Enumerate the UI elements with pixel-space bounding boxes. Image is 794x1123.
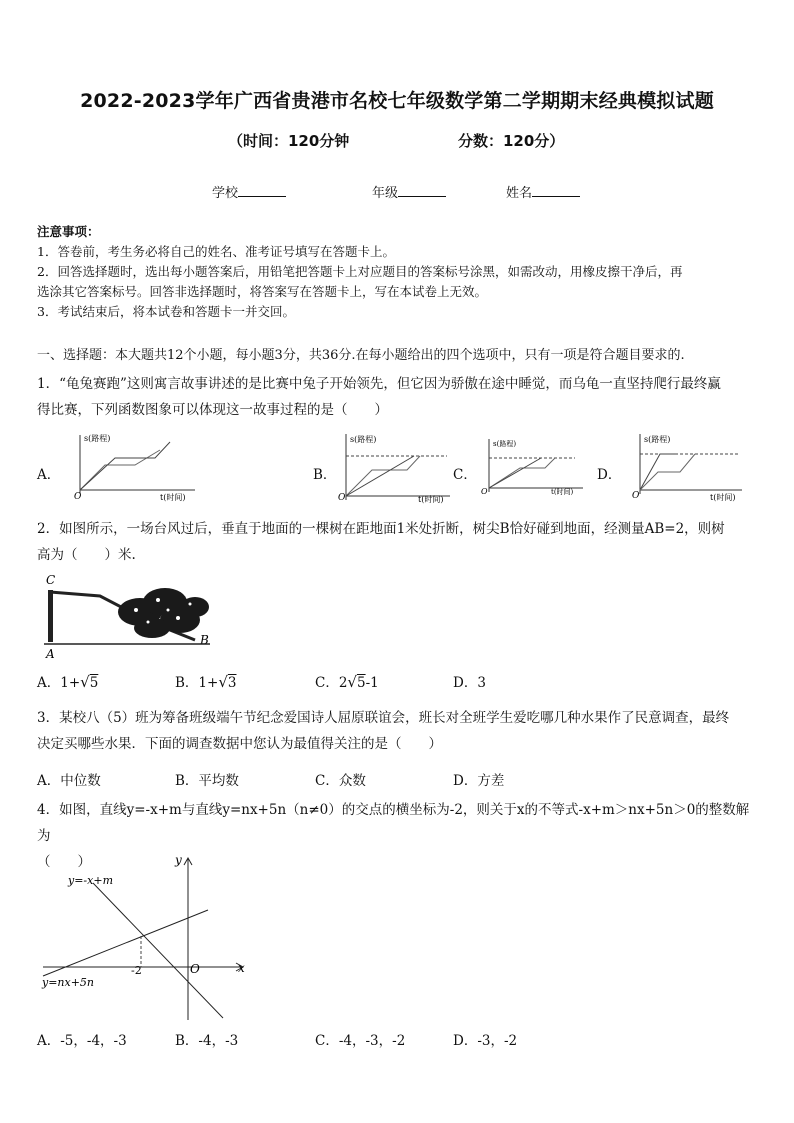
q4-tick-neg2: -2: [131, 964, 142, 977]
q1-line2: 得比赛，下列函数图象可以体现这一故事过程的是（ ）: [37, 402, 388, 418]
q2-line1: 2．如图所示，一场台风过后，垂直于地面的一棵树在距地面1米处折断，树尖B恰好碰到地面，经测量AB=2，则树: [37, 521, 725, 537]
q1b-origin: O: [338, 493, 346, 503]
notice-item-3: 3．考试结束后，将本试卷和答题卡一并交回。: [37, 304, 295, 319]
q2-option-a-radicand: 5: [89, 675, 99, 691]
notice-heading: 注意事项：: [37, 224, 100, 239]
q2-line2: 高为（ ）米.: [37, 547, 136, 563]
score-info: 分数：120分）: [458, 132, 565, 150]
q1-option-a[interactable]: A．: [37, 467, 61, 483]
q4-axis-x: x: [238, 961, 245, 975]
q2-option-c-text: C．2: [315, 675, 348, 691]
q2-label-c: C: [46, 573, 56, 587]
q1a-axis-y: s(路程): [84, 434, 111, 443]
grade-field[interactable]: [372, 182, 446, 201]
q1-line1: 1．“龟兔赛跑”这则寓言故事讲述的是比赛中兔子开始领先，但它因为骄傲在途中睡觉，而乌龟一直坚持爬行最终赢: [37, 376, 721, 392]
q1b-axis-y: s(路程): [350, 435, 377, 444]
q2-text: [37, 516, 762, 568]
notice-item-2a: 2．回答选择题时，选出每小题答案后，用铅笔把答题卡上对应题目的答案标号涂黑，如需改动，用橡皮擦干净后，再: [37, 264, 683, 279]
q1a-axis-x: t(时间): [160, 493, 186, 502]
q1c-axis-x: t(时间): [551, 488, 574, 496]
name-field[interactable]: [506, 182, 580, 201]
q2-label-a: A: [46, 647, 55, 661]
q2-option-a-text: A．1+: [37, 675, 81, 691]
notice-item-1: 1．答卷前，考生务必将自己的姓名、准考证号填写在答题卡上。: [37, 244, 395, 259]
q1d-axis-x: t(时间): [710, 493, 736, 502]
q2-option-b[interactable]: [175, 671, 236, 691]
q4-line2: （ ）: [37, 854, 91, 870]
notice-item-2b: 选涂其它答案标号。回答非选择题时，将答案写在答题卡上，写在本试卷上无效。: [37, 284, 488, 299]
q3-line1: 3．某校八（5）班为筹备班级端午节纪念爱国诗人屈原联谊会，班长对全班学生爱吃哪几种水果作了民意调查，最终: [37, 710, 730, 726]
q3-option-d[interactable]: D．方差: [453, 773, 505, 789]
q3-text: [37, 705, 762, 757]
school-field[interactable]: [212, 182, 286, 201]
q1-option-d[interactable]: D．: [597, 467, 622, 483]
q1d-origin: O: [632, 491, 640, 501]
q4-option-d[interactable]: D．-3，-2: [453, 1033, 518, 1049]
q2-option-b-radicand: 3: [227, 675, 237, 691]
sqrt-icon: √: [218, 673, 228, 691]
time-info: （时间：120分钟: [228, 132, 350, 150]
q1c-origin: O: [481, 487, 488, 496]
q4-graph: [38, 850, 253, 1025]
notice: [37, 222, 762, 322]
q1a-origin: O: [74, 492, 82, 502]
q2-option-c-radicand: 5: [356, 675, 366, 691]
q2-tree-figure: [40, 572, 220, 662]
q4-option-a[interactable]: A．-5，-4，-3: [37, 1033, 127, 1049]
section-heading: 一、选择题：本大题共12个小题，每小题3分，共36分.在每小题给出的四个选项中，只有一项是符合题目要求的.: [37, 348, 685, 363]
q3-option-a[interactable]: A．中位数: [37, 773, 101, 789]
q1-option-c[interactable]: C．: [453, 467, 477, 483]
q1d-axis-y: s(路程): [644, 435, 671, 444]
q1-text: [37, 371, 762, 423]
q3-line2: 决定买哪些水果．下面的调查数据中您认为最值得关注的是（ ）: [37, 736, 442, 752]
q1-graph-c: [475, 436, 585, 501]
school-label: 学校: [212, 186, 239, 201]
q4-axis-y: y: [175, 853, 182, 867]
sqrt-icon: √: [347, 673, 357, 691]
q2-option-c[interactable]: [315, 671, 379, 691]
q4-line1-label: y=-x+m: [68, 874, 113, 887]
q1c-axis-y: s(路程): [493, 440, 517, 448]
page-title: 2022-2023学年广西省贵港市名校七年级数学第二学期期末经典模拟试题: [80, 90, 714, 112]
q1-graph-b: [332, 430, 452, 505]
q1-graph-d: [620, 430, 745, 505]
name-label: 姓名: [506, 186, 533, 201]
q4-option-b[interactable]: B．-4，-3: [175, 1033, 239, 1049]
q4-line1: 4．如图，直线y=-x+m与直线y=nx+5n（n≠0）的交点的横坐标为-2，则关于x的不等式-x+m＞nx+5n＞0的整数解为: [37, 802, 750, 844]
q1b-axis-x: t(时间): [418, 495, 444, 504]
q3-option-b[interactable]: B．平均数: [175, 773, 239, 789]
q2-label-b: B: [200, 633, 209, 647]
q2-option-b-text: B．1+: [175, 675, 219, 691]
grade-label: 年级: [372, 186, 399, 201]
q2-option-a[interactable]: [37, 671, 98, 691]
q1-graph-a: [60, 430, 200, 505]
q4-line2-label: y=nx+5n: [42, 976, 95, 989]
q2-option-c-tail: -1: [365, 675, 379, 691]
q2-option-d[interactable]: D．3: [453, 675, 486, 691]
sqrt-icon: √: [80, 673, 90, 691]
q1-option-b[interactable]: B．: [313, 467, 337, 483]
q4-option-c[interactable]: C．-4，-3，-2: [315, 1033, 406, 1049]
q3-option-c[interactable]: C．众数: [315, 773, 366, 789]
q4-origin: O: [190, 962, 200, 976]
